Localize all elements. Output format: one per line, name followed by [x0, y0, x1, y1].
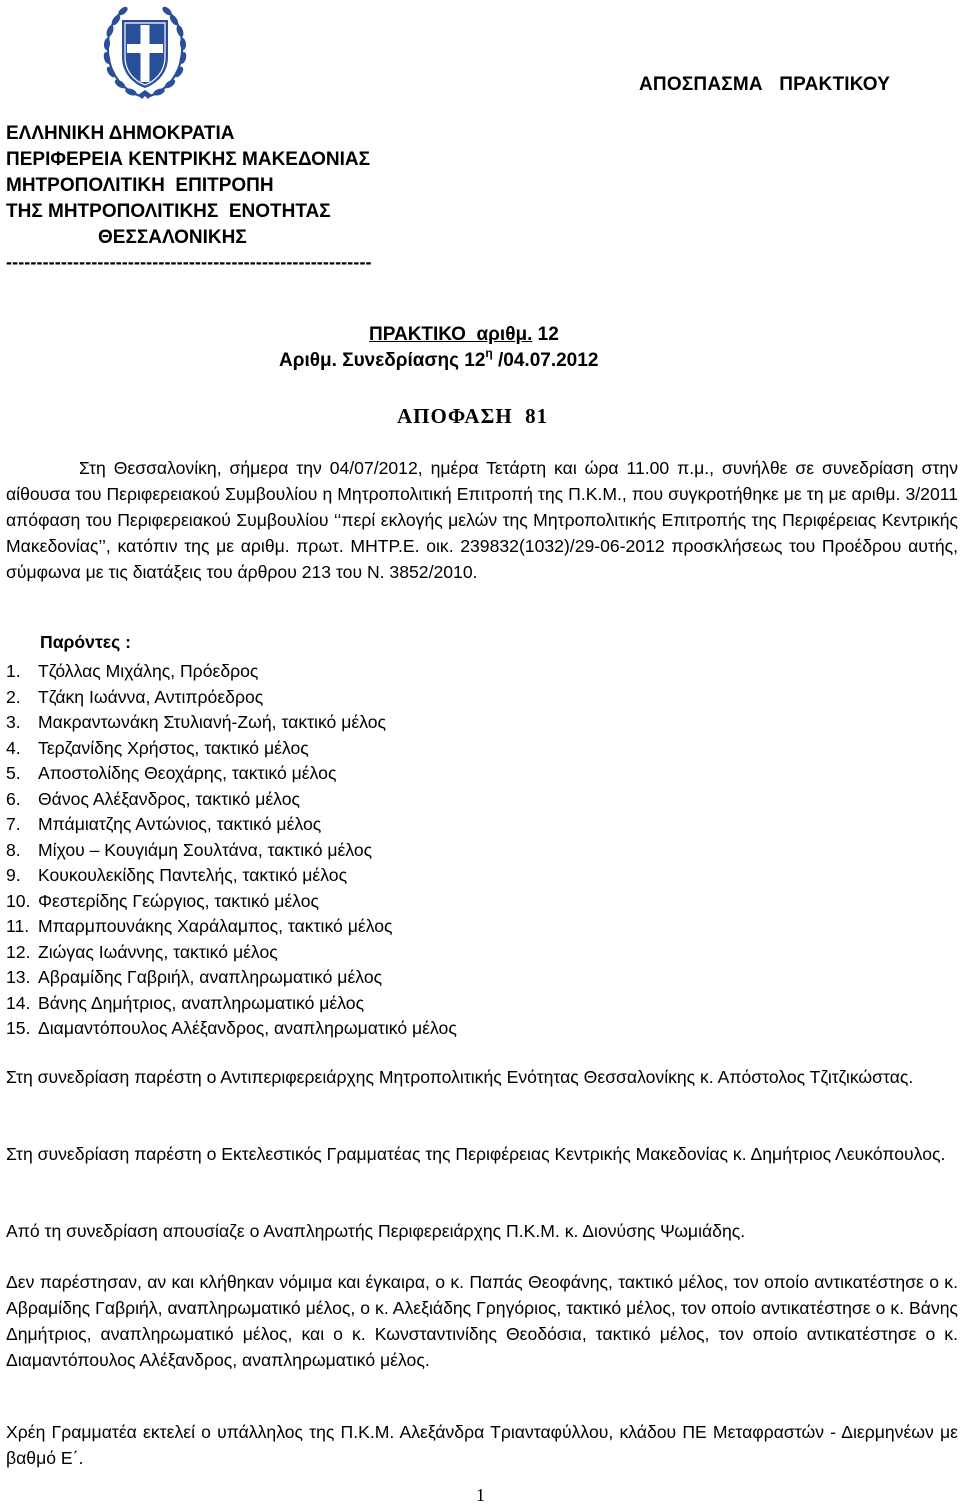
deputy-governor-paragraph: Στη συνεδρίαση παρέστη ο Αντιπεριφερειάρχης Μητροπολιτικής Ενότητας Θεσσαλονίκης κ. Απόστολος Τζιτζικώστας. — [6, 1067, 914, 1087]
page-number: 1 — [476, 1485, 485, 1505]
authority-line: ΕΛΛΗΝΙΚΗ ΔΗΜΟΚΡΑΤΙΑ — [6, 123, 235, 144]
session-ordinal: η — [485, 346, 493, 360]
member-number: 8. — [6, 839, 21, 860]
session-number — [279, 346, 599, 372]
authority-line: ΘΕΣΣΑΛΟΝΙΚΗΣ — [98, 227, 247, 248]
member-number: 4. — [6, 737, 21, 758]
member-number: 14. — [6, 992, 31, 1013]
intro-text: Στη Θεσσαλονίκη, σήμερα την 04/07/2012, ημέρα Τετάρτη και ώρα 11.00 π.μ., συνήλθε σε συνεδρίαση στην αίθουσα του Περιφερειακού Συμβουλίου η Μητροπολιτική Επιτροπή της Π.Κ.Μ., που συγκροτήθηκε με τη με αριθμ. 3/2011 απόφαση του Περιφερειακού Συμβουλίου ‘‘περί εκλογής μελών της Μητροπολιτικής Επιτροπής της Περιφέρειας Κεντρικής Μακεδονίας’’, κατόπιν της με αριθμ. πρωτ. ΜΗΤΡ.Ε. οικ. 239832(1032)/29-06-2012 προσκλήσεως του Προέδρου αυτής, σύμφωνα με τις διατάξεις του άρθρου 213 του Ν. 3852/2010. — [6, 458, 958, 582]
member-name: Ζιώγας Ιωάννης, τακτικό μέλος — [38, 941, 278, 962]
list-item — [6, 1016, 457, 1042]
member-name: Αβραμίδης Γαβριήλ, αναπληρωματικό μέλος — [38, 967, 383, 987]
list-item — [6, 940, 457, 966]
session-prefix: Αριθμ. Συνεδρίασης 12 — [279, 350, 486, 371]
member-number: 7. — [6, 814, 21, 834]
list-item — [6, 736, 457, 762]
member-number: 1. — [6, 661, 21, 681]
list-item — [6, 889, 457, 915]
authority-line: ΜΗΤΡΟΠΟΛΙΤΙΚΗ ΕΠΙΤΡΟΠΗ — [6, 175, 274, 196]
list-item — [6, 965, 457, 991]
member-name: Μπάμιατζης Αντώνιος, τακτικό μέλος — [38, 814, 322, 834]
list-item — [6, 761, 457, 787]
member-name: Τζάκη Ιωάννα, Αντιπρόεδρος — [38, 686, 264, 707]
member-name: Μπαρμπουνάκης Χαράλαμπος, τακτικό μέλος — [38, 916, 393, 936]
absence-paragraph: Από τη συνεδρίαση απουσίαζε ο Αναπληρωτής Περιφερειάρχης Π.Κ.Μ. κ. Διονύσης Ψωμιάδης. — [6, 1221, 746, 1241]
member-name: Τζόλλας Μιχάλης, Πρόεδρος — [38, 661, 259, 681]
decision-title: ΑΠΟΦΑΣΗ 81 — [397, 404, 549, 428]
members-list — [6, 659, 457, 1042]
member-name: Κουκουλεκίδης Παντελής, τακτικό μέλος — [38, 865, 348, 885]
member-number: 10. — [6, 890, 31, 911]
intro-paragraph — [6, 455, 958, 585]
member-number: 13. — [6, 967, 31, 987]
member-number: 6. — [6, 788, 21, 809]
list-item — [6, 787, 457, 813]
present-label: Παρόντες : — [40, 632, 132, 652]
list-item — [6, 710, 457, 736]
list-item — [6, 863, 457, 889]
list-item — [6, 685, 457, 711]
member-name: Βάνης Δημήτριος, αναπληρωματικό μέλος — [38, 992, 365, 1013]
list-item — [6, 838, 457, 864]
member-name: Θάνος Αλέξανδρος, τακτικό μέλος — [38, 788, 300, 809]
member-number: 3. — [6, 712, 21, 732]
minutes-number — [369, 324, 559, 346]
hellenic-republic-emblem — [100, 2, 190, 102]
member-name: Τερζανίδης Χρήστος, τακτικό μέλος — [38, 737, 309, 758]
authority-line: ΠΕΡΙΦΕΡΕΙΑ ΚΕΝΤΡΙΚΗΣ ΜΑΚΕΔΟΝΙΑΣ — [6, 149, 371, 170]
issuing-authority — [6, 121, 370, 251]
member-number: 2. — [6, 686, 21, 707]
member-number: 5. — [6, 763, 21, 783]
member-name: Μακραντωνάκη Στυλιανή-Ζωή, τακτικό μέλος — [38, 712, 386, 732]
header-separator: ------------------------------------------------------------ — [6, 252, 372, 272]
member-name: Φεστερίδης Γεώργιος, τακτικό μέλος — [38, 890, 319, 911]
member-name: Διαμαντόπουλος Αλέξανδρος, αναπληρωματικό μέλος — [38, 1018, 457, 1038]
member-number: 11. — [6, 916, 30, 936]
list-item — [6, 659, 457, 685]
substitutions-paragraph: Δεν παρέστησαν, αν και κλήθηκαν νόμιμα και έγκαιρα, ο κ. Παπάς Θεοφάνης, τακτικό μέλος, τον οποίο αντικατέστησε ο κ. Αβραμίδης Γαβριήλ, αναπληρωματικό μέλος, ο κ. Αλεξιάδης Γρηγόριος, τακτικό μέλος, τον οποίο αντικατέστησε ο κ. Βάνης Δημήτριος, αναπληρωματικό μέλος, και ο κ. Κωνσταντινίδης Θεοδόσια, τακτικό μέλος, τον οποίο αντικατέστησε ο κ. Διαμαντόπουλος Αλέξανδρος, αναπληρωματικό μέλος. — [6, 1272, 958, 1370]
executive-secretary-paragraph: Στη συνεδρίαση παρέστη ο Εκτελεστικός Γραμματέας της Περιφέρειας Κεντρικής Μακεδονίας κ. Δημήτριος Λευκόπουλος. — [6, 1144, 946, 1164]
list-item — [6, 914, 457, 940]
list-item — [6, 991, 457, 1017]
member-number: 9. — [6, 865, 21, 885]
member-name: Αποστολίδης Θεοχάρης, τακτικό μέλος — [38, 763, 337, 783]
clerk-paragraph: Χρέη Γραμματέα εκτελεί ο υπάλληλος της Π.Κ.Μ. Αλεξάνδρα Τριανταφύλλου, κλάδου ΠΕ Μεταφραστών - Διερμηνέων με βαθμό Ε΄. — [6, 1422, 958, 1468]
authority-line: ΤΗΣ ΜΗΤΡΟΠΟΛΙΤΙΚΗΣ ΕΝΟΤΗΤΑΣ — [6, 201, 331, 222]
minutes-number-label: ΠΡΑΚΤΙΚΟ αριθμ. — [369, 324, 533, 345]
session-date: /04.07.2012 — [492, 350, 599, 371]
document-type-title: ΑΠΟΣΠΑΣΜΑ ΠΡΑΚΤΙΚΟΥ — [639, 74, 891, 95]
member-name: Μίχου – Κουγιάμη Σουλτάνα, τακτικό μέλος — [38, 839, 373, 860]
member-number: 12. — [6, 941, 31, 962]
member-number: 15. — [6, 1018, 31, 1038]
list-item — [6, 812, 457, 838]
minutes-number-value: 12 — [532, 324, 559, 345]
